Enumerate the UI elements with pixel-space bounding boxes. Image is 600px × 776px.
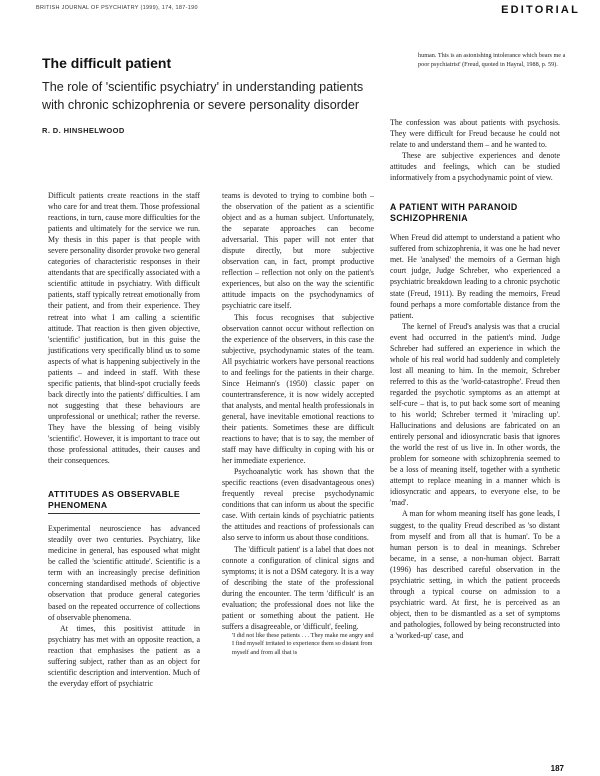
section-heading: ATTITUDES AS OBSERVABLE PHENOMENA [48, 489, 200, 514]
paragraph: The confession was about patients with psychosis. They were difficult for Freud because he could not relate to and understand them – and he wanted to. [390, 118, 560, 150]
paragraph: A man for whom meaning itself has gone leads, I suggest, to the quality Freud described as 'so distant from myself and from all that is human'. To be a human person is to deal in meanings. Schreber became, in a sense, a non-human object. Barratt (1996) has described careful observation in the psychiatric setting, in which the patient proceeds through a typical course on admission to a psychiatric ward. At first, he is perceived as an object, then to be dismantled as a set of symptoms and pathologies, followed by being reconstructed into a 'worked-up' case, and [390, 509, 560, 640]
paragraph: Psychoanalytic work has shown that the specific reactions (even disadvantageous ones) frequently reveal precise psychodynamic conditions that can inform us about the specific case. With certain kinds of psychiatric patients the attitudes and reactions of professionals can also serve to inform us about those conditions. [222, 467, 374, 543]
paragraph: The 'difficult patient' is a label that does not connote a configuration of clinical signs and symptoms; it is not a DSM category. It is a way of describing the state of the professional during the encounter. The term 'difficult' is an evaluation; the professional does not like the patient or something about the patient. He suffers a disagreeable, or 'difficult', feeling. [222, 544, 374, 631]
paragraph: Experimental neuroscience has advanced steadily over two centuries. Psychiatry, like medicine in general, has espoused what might be called the 'scientific attitude'. Scientific is a term with an increasingly precise definition concerning standardised methods of objective observation that produce general categories based on the repeated occurrence of collections of observable phenomena. [48, 524, 200, 622]
article-subtitle: The role of 'scientific psychiatry' in understanding patients with chronic schizophrenia or severe personality disorder [42, 80, 364, 112]
paragraph: These are subjective experiences and denote attitudes and feelings, which can be studied informatively from a psychodynamic point of view. [390, 151, 560, 183]
column-2 [222, 190, 374, 658]
section-heading: A PATIENT WITH PARANOID SCHIZOPHRENIA [390, 202, 518, 223]
paragraph: When Freud did attempt to understand a patient who suffered from schizophrenia, it was one he had never met. He 'analysed' the memoirs of a German high court judge, Judge Schreber, who experienced a psychiatric breakdown leading to a chronic psychotic state (Freud, 1911). By reading the memoirs, Freud found perhaps a more comfortable distance from the patient. [390, 233, 560, 320]
paragraph: Difficult patients create reactions in the staff who care for and treat them. Those professional reactions, in turn, cause more difficulties for the patients and ultimately for the service we run. My thesis in this paper is that people with severe personality disorder provoke two general categories of characteristic responses in their attendants that are specifically associated with a scientific attitude in psychiatry. With difficult patients, staff typically retreat emotionally from their patient, and from their experience. They retreat into what I am calling a scientific attitude. That reaction is then given objective, 'scientific' justification, but in this guise the justifications very specifically blind us to some aspects of what is happening subjectively in the patients – and indeed in staff. With these specific patients, that blind-spot crucially feeds back directly into the patients' difficulties. I am not suggesting that these behaviours are unprofessional or unethical; rather the reverse. They have the blessing of being visibly 'scientific'. However, it is important to trace out those professional attitudes, their causes and their consequences. [48, 191, 200, 466]
column-3 [390, 117, 560, 641]
paragraph: The kernel of Freud's analysis was that a crucial event had occurred in the patient's mind. Judge Schreber had suffered an experience in which the whole of his real world had suddenly and completely lost all meaning to him. In the memoir, Schreber referred to this as the 'world-catastrophe'. Freud then regarded the psychotic symptoms as an attempt at self-cure – that is, to put back some sort of meaning to his world; Schreber termed it 'miracling up'. Hallucinations and delusions are fabricated on an entirely personal and idiosyncratic basis that ignores the world the rest of us live in. In other words, the problem for someone with schizophrenia seemed to be a loss of meaning itself, together with a synthetic attempt to replace meaning in a manner which is idiosyncratic and appears, to everyone else, to be 'mad'. [390, 321, 560, 508]
article-title: The difficult patient [42, 55, 172, 71]
column-1 [48, 190, 200, 689]
author-byline: R. D. HINSHELWOOD [42, 126, 125, 135]
section-label: EDITORIAL [501, 4, 580, 16]
page-number: 187 [550, 764, 564, 773]
paragraph: This focus recognises that subjective observation cannot occur without reflection on the experience of the observers, in this case the subjective, psychodynamic states of the team. All psychiatric workers have personal reactions to and feelings for the patients in their charge. Since Heimann's (1950) classic paper on countertransference, it is now widely accepted that analysts, and mental health professionals in general, have inevitable emotional reactions to their patients. Sometimes these are difficult reactions to have; that is to say, the member of staff may have difficulty in coping with his or her immediate experience. [222, 312, 374, 466]
block-quote: 'I did not like these patients . . . They make me angry and I find myself irritated to experience them so distant from myself and from all that is [232, 631, 374, 657]
quote-continuation: human. This is an astonishing intolerance which bears me a poor psychiatrist' (Freud, quoted in Hayral, 1988, p. 59). [418, 52, 566, 68]
paragraph: At times, this positivist attitude in psychiatry has met with an opposite reaction, a reaction that emphasises the patient as a suffering subject, rather than as an object for scientific description and intervention. Much of the everyday effort of psychiatric [48, 623, 200, 688]
paragraph: teams is devoted to trying to combine both – the observation of the patient as a scientific object and as a human subject. Unfortunately, the separate approaches can become adversarial. This paper will not enter that dispute directly, but more subjective observation can, in fact, prompt productive reflection – reflection not only on the patient's experiences, but also on the way the scientific attitude impacts on the psychodynamics of psychiatric care itself. [222, 191, 374, 311]
running-head: BRITISH JOURNAL OF PSYCHIATRY (1999), 174, 187-190 [36, 5, 198, 11]
